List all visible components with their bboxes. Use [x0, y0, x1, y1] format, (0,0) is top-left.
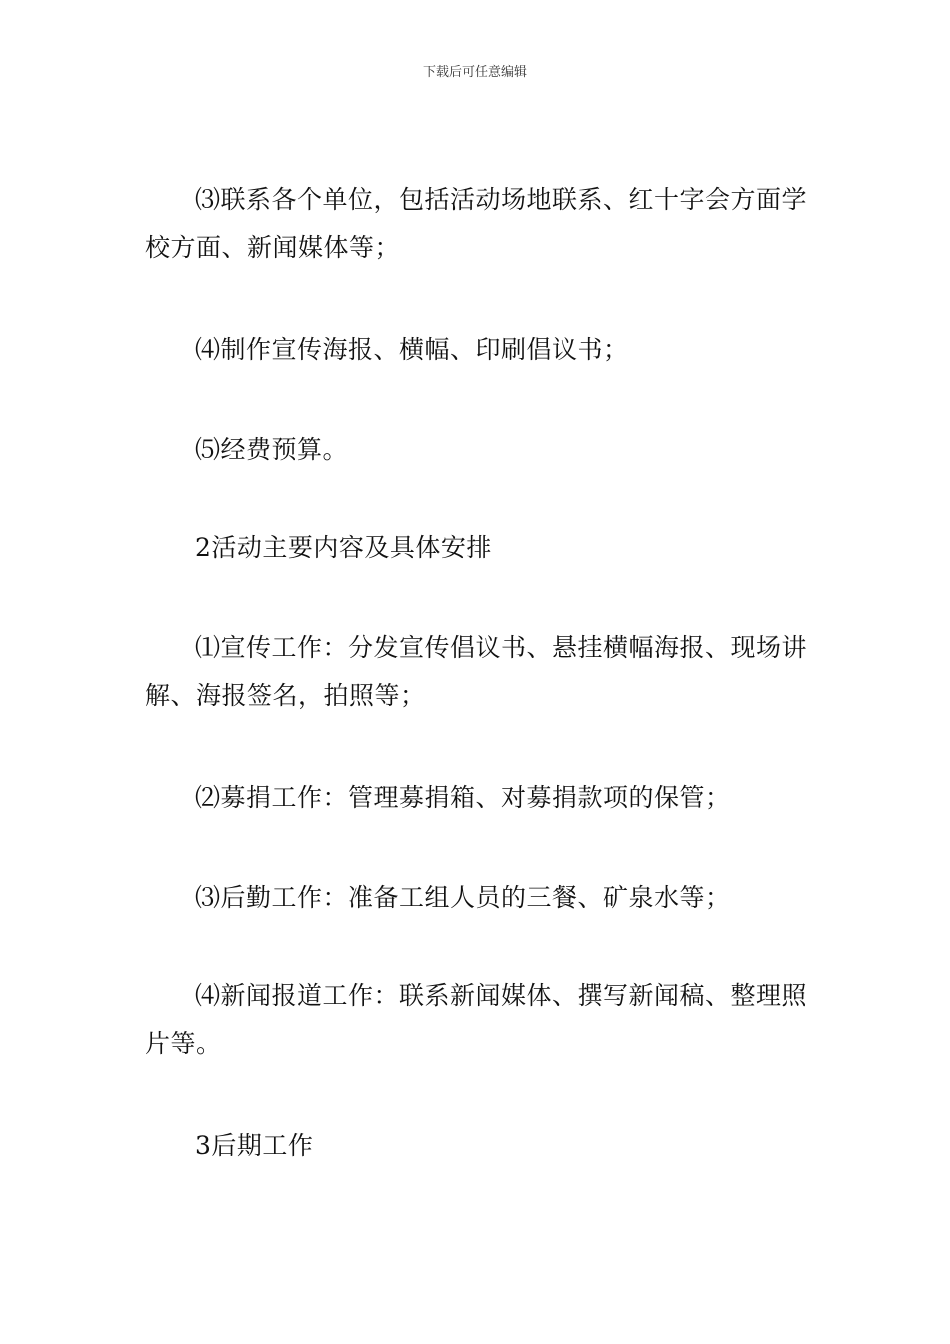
paragraph-posters-banners: ⑷制作宣传海报、横幅、印刷倡议书； [195, 335, 629, 364]
section-heading-later-work: 3后期工作 [195, 1131, 314, 1160]
paragraph-budget: ⑸经费预算。 [195, 435, 349, 464]
section-heading-main-content: 2活动主要内容及具体安排 [195, 533, 492, 562]
paragraph-publicity-work: ⑴宣传工作：分发宣传倡议书、悬挂横幅海报、现场讲解、海报签名，拍照等； [145, 633, 808, 710]
paragraph-news-reporting: ⑷新闻报道工作：联系新闻媒体、撰写新闻稿、整理照片等。 [145, 981, 808, 1058]
header-note: 下载后可任意编辑 [422, 65, 527, 80]
paragraph-logistics-work: ⑶后勤工作：准备工组人员的三餐、矿泉水等； [195, 883, 731, 912]
paragraph-fundraising-work: ⑵募捐工作：管理募捐箱、对募捐款项的保管； [195, 783, 731, 812]
paragraph-contact-units: ⑶联系各个单位，包括活动场地联系、红十字会方面学校方面、新闻媒体等； [145, 185, 808, 262]
